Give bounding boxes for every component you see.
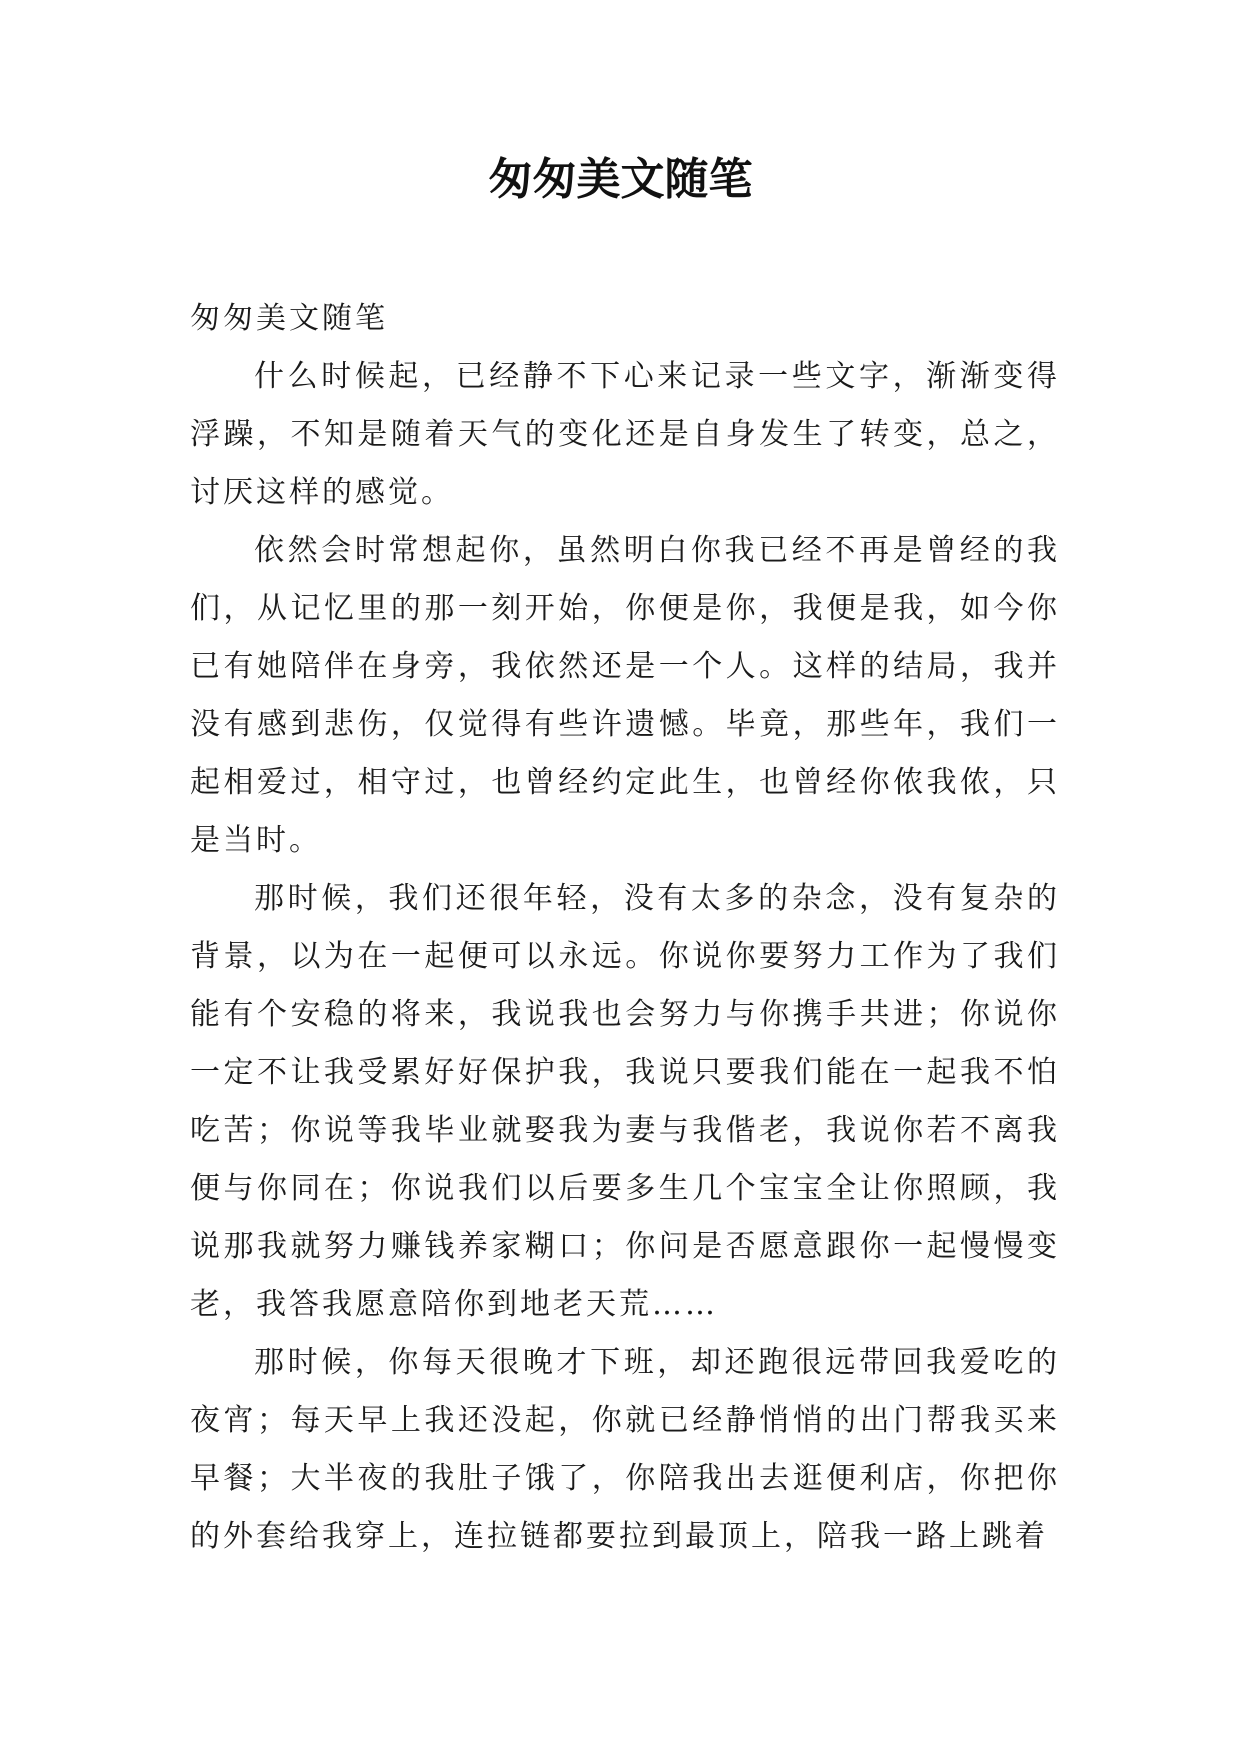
document-body (190, 290, 1060, 1566)
paragraph: 什么时候起，已经静不下心来记录一些文字，渐渐变得浮躁，不知是随着天气的变化还是自身发生了转变，总之，讨厌这样的感觉。 (190, 359, 1060, 510)
paragraph: 依然会时常想起你，虽然明白你我已经不再是曾经的我们，从记忆里的那一刻开始，你便是你，我便是我，如今你已有她陪伴在身旁，我依然还是一个人。这样的结局，我并没有感到悲伤，仅觉得有些许遗憾。毕竟，那些年，我们一起相爱过，相守过，也曾经约定此生，也曾经你侬我侬，只是当时。 (190, 533, 1060, 858)
document-subheading: 匆匆美文随笔 (190, 301, 388, 336)
document-title: 匆匆美文随笔 (488, 154, 753, 205)
paragraph: 那时候，我们还很年轻，没有太多的杂念，没有复杂的背景，以为在一起便可以永远。你说你要努力工作为了我们能有个安稳的将来，我说我也会努力与你携手共进；你说你一定不让我受累好好保护我，我说只要我们能在一起我不怕吃苦；你说等我毕业就娶我为妻与我偕老，我说你若不离我便与你同在；你说我们以后要多生几个宝宝全让你照顾，我说那我就努力赚钱养家糊口；你问是否愿意跟你一起慢慢变老，我答我愿意陪你到地老天荒…… (190, 881, 1060, 1322)
paragraph: 那时候，你每天很晚才下班，却还跑很远带回我爱吃的夜宵；每天早上我还没起，你就已经静悄悄的出门帮我买来早餐；大半夜的我肚子饿了，你陪我出去逛便利店，你把你的外套给我穿上，连拉链都要拉到最顶上，陪我一路上跳着 (190, 1345, 1060, 1554)
